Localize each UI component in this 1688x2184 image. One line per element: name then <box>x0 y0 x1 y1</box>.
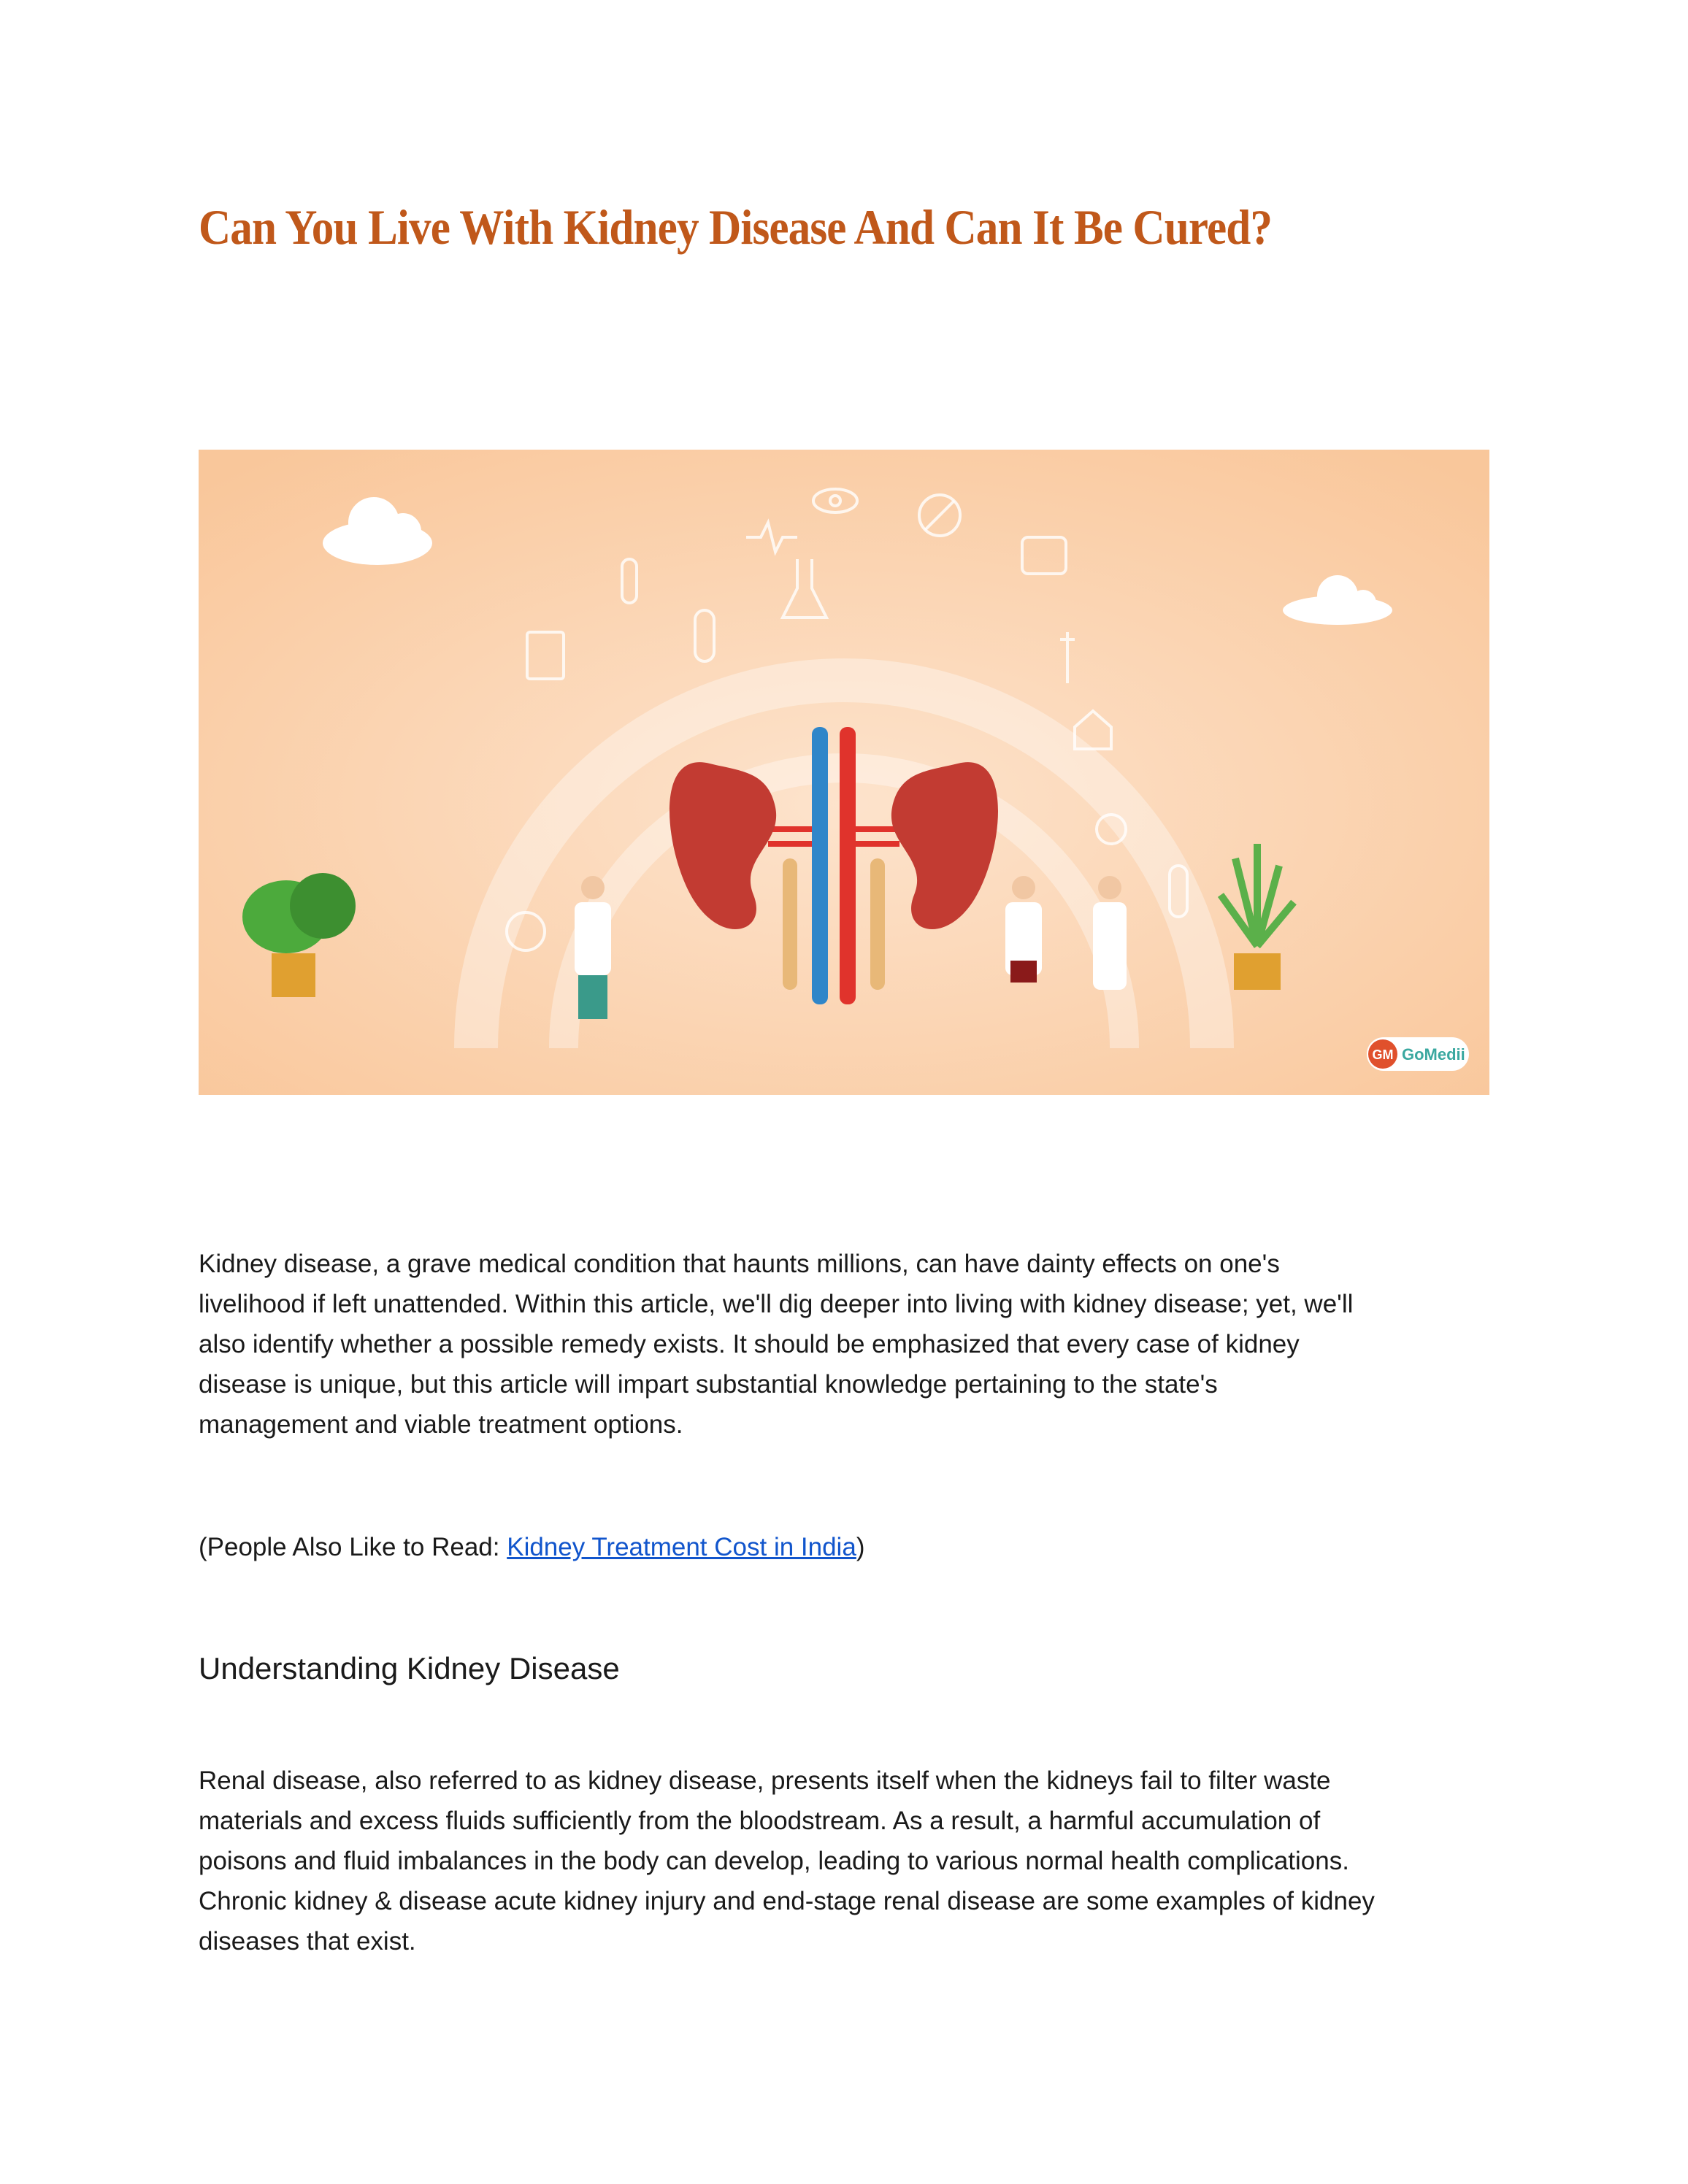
intro-paragraph <box>199 1244 1513 1445</box>
text-line: Chronic kidney & disease acute kidney injury and end-stage renal disease are some examples of kidney <box>199 1887 1375 1915</box>
article-title: Can You Live With Kidney Disease And Can It Be Cured? <box>199 199 1273 255</box>
text-line: poisons and fluid imbalances in the body can develop, leading to various normal health complications. <box>199 1847 1349 1875</box>
hero-illustration <box>199 450 1489 1095</box>
section-heading: Understanding Kidney Disease <box>199 1651 620 1685</box>
logo-mark: GM <box>1372 1047 1394 1062</box>
kidney-treatment-cost-link[interactable]: Kidney Treatment Cost in India <box>507 1533 856 1561</box>
text-line: disease is unique, but this article will impart substantial knowledge pertaining to the state's <box>199 1370 1218 1399</box>
text-line: management and viable treatment options. <box>199 1410 683 1439</box>
text-line: diseases that exist. <box>199 1927 416 1956</box>
logo-text: GoMedii <box>1402 1045 1465 1064</box>
text-line: Renal disease, also referred to as kidney disease, presents itself when the kidneys fail to filter waste <box>199 1766 1331 1795</box>
also-read-prefix: (People Also Like to Read: <box>199 1533 507 1561</box>
section-paragraph <box>199 1761 1513 1961</box>
text-line: Kidney disease, a grave medical condition that haunts millions, can have dainty effects on one's <box>199 1250 1280 1278</box>
gomedii-logo <box>1367 1037 1469 1071</box>
text-line: materials and excess fluids sufficiently from the bloodstream. As a result, a harmful accumulation of <box>199 1807 1321 1835</box>
also-read-suffix: ) <box>856 1533 865 1561</box>
text-line: also identify whether a possible remedy exists. It should be emphasized that every case of kidney <box>199 1330 1300 1358</box>
text-line: livelihood if left unattended. Within this article, we'll dig deeper into living with kidney disease; yet, we'll <box>199 1290 1354 1318</box>
also-read-line <box>199 1527 864 1567</box>
